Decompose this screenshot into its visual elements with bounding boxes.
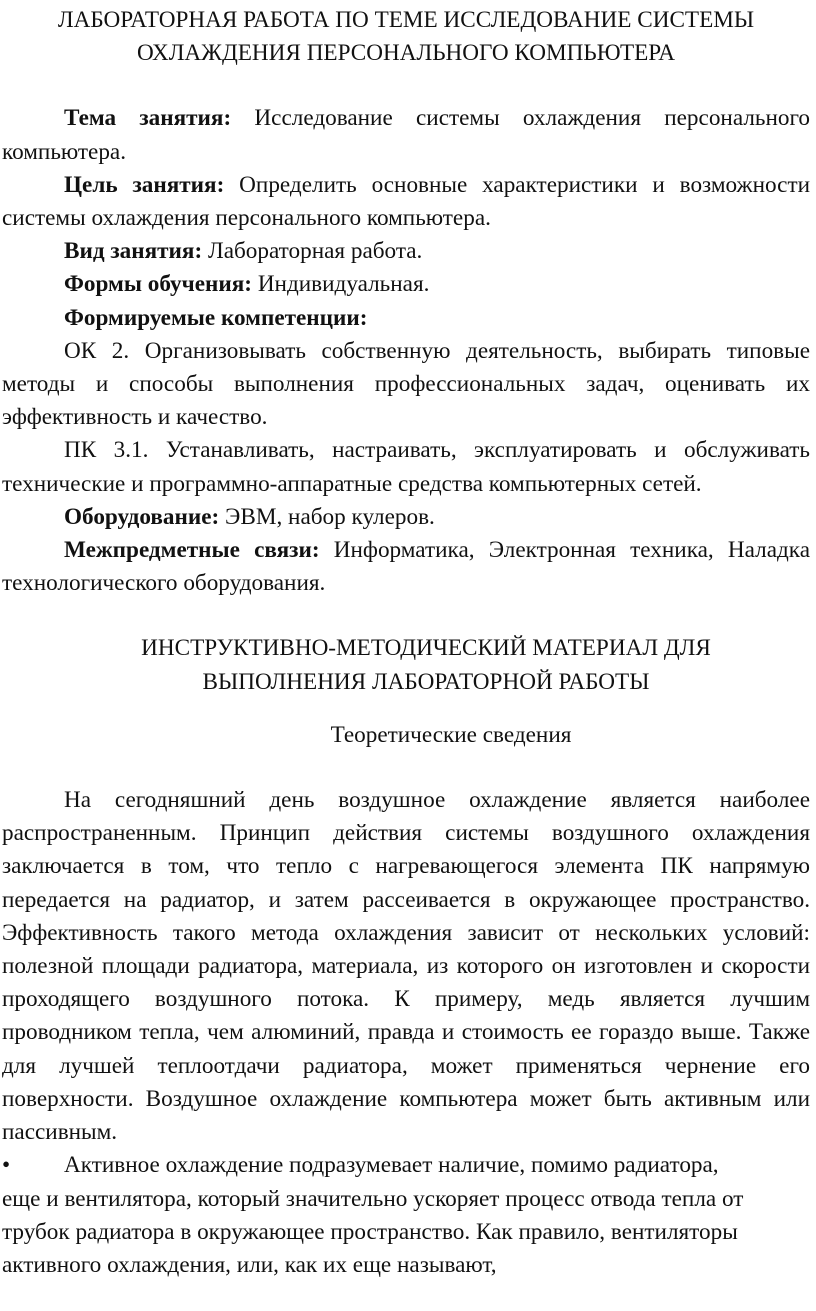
section-title-line-1: ИНСТРУКТИВНО-МЕТОДИЧЕСКИЙ МАТЕРИАЛ ДЛЯ <box>141 635 711 662</box>
competencies-label: Формируемые компетенции: <box>64 304 368 331</box>
competencies-heading <box>2 302 810 335</box>
document-title <box>2 4 810 70</box>
body-paragraph-1: На сегодняшний день воздушное охлаждение является наиболее распространенным. Принцип действия системы воздушного охлаждения заключается в том, что тепло с нагревающегося элемента ПК напрямую передается на радиатор, и затем рассеивается в окружающее пространство. Эффективность такого метода охлаждения зависит от нескольких условий: полезной площади радиатора, материала, из которого он изготовлен и скорости проходящего воздушного потока. К примеру, медь является лучшим проводником тепла, чем алюминий, правда и стоимость ее гораздо выше. Также для лучшей теплоотдачи радиатора, может применяться чернение его поверхности. Воздушное охлаждение компьютера может быть активным или пассивным. <box>2 787 810 1146</box>
kind-paragraph <box>2 235 810 268</box>
equipment-value: ЭВМ, набор кулеров. <box>219 503 435 530</box>
links-value: Информатика, Электронная техника, Наладка технологического оборудования. <box>2 537 811 597</box>
topic-label: Тема занятия: <box>64 105 232 132</box>
links-label: Межпредметные связи: <box>64 537 320 564</box>
section-title <box>2 632 810 698</box>
bullet-icon: • <box>2 1152 11 1179</box>
spacer <box>2 699 810 719</box>
kind-label: Вид занятия: <box>64 238 203 265</box>
spacer <box>2 600 810 632</box>
equipment-paragraph <box>2 501 810 534</box>
forms-paragraph <box>2 268 810 301</box>
document-page <box>0 4 816 1311</box>
goal-label: Цель занятия: <box>64 171 225 198</box>
forms-value: Индивидуальная. <box>252 271 430 298</box>
spacer <box>2 752 810 784</box>
goal-value: Определить основные характеристики и возможности системы охлаждения персонального компьютера. <box>2 171 810 232</box>
goal-paragraph <box>2 169 810 235</box>
topic-paragraph <box>2 102 810 168</box>
bullet-continuation: еще и вентилятора, который значительно ускоряет процесс отвода тепла от трубок радиатора в окружающее пространство. Как правило, вентиляторы активного охлаждения, или, как их еще называют, <box>2 1185 744 1278</box>
forms-label: Формы обучения: <box>64 271 253 298</box>
bullet-item <box>2 1149 810 1182</box>
kind-value: Лабораторная работа. <box>202 238 423 265</box>
title-line-1: ЛАБОРАТОРНАЯ РАБОТА ПО ТЕМЕ ИССЛЕДОВАНИЕ СИСТЕМЫ <box>57 7 755 33</box>
section-title-line-2: ВЫПОЛНЕНИЯ ЛАБОРАТОРНОЙ РАБОТЫ <box>202 668 650 695</box>
topic-value: Исследование системы охлаждения персонального компьютера. <box>2 105 810 165</box>
bullet-first-line: Активное охлаждение подразумевает наличие, помимо радиатора, <box>64 1152 719 1179</box>
competency-pk31: ПК 3.1. Устанавливать, настраивать, эксплуатировать и обслуживать технические и программно-аппаратные средства компьютерных сетей. <box>2 437 810 497</box>
spacer <box>2 70 810 102</box>
equipment-label: Оборудование: <box>64 503 220 530</box>
competency-ok2: ОК 2. Организовывать собственную деятельность, выбирать типовые методы и способы выполнения профессиональных задач, оценивать их эффективность и качество. <box>2 337 810 431</box>
links-paragraph <box>2 534 810 600</box>
title-line-2: ОХЛАЖДЕНИЯ ПЕРСОНАЛЬНОГО КОМПЬЮТЕРА <box>137 40 675 67</box>
section-subtitle: Теоретические сведения <box>330 721 572 748</box>
